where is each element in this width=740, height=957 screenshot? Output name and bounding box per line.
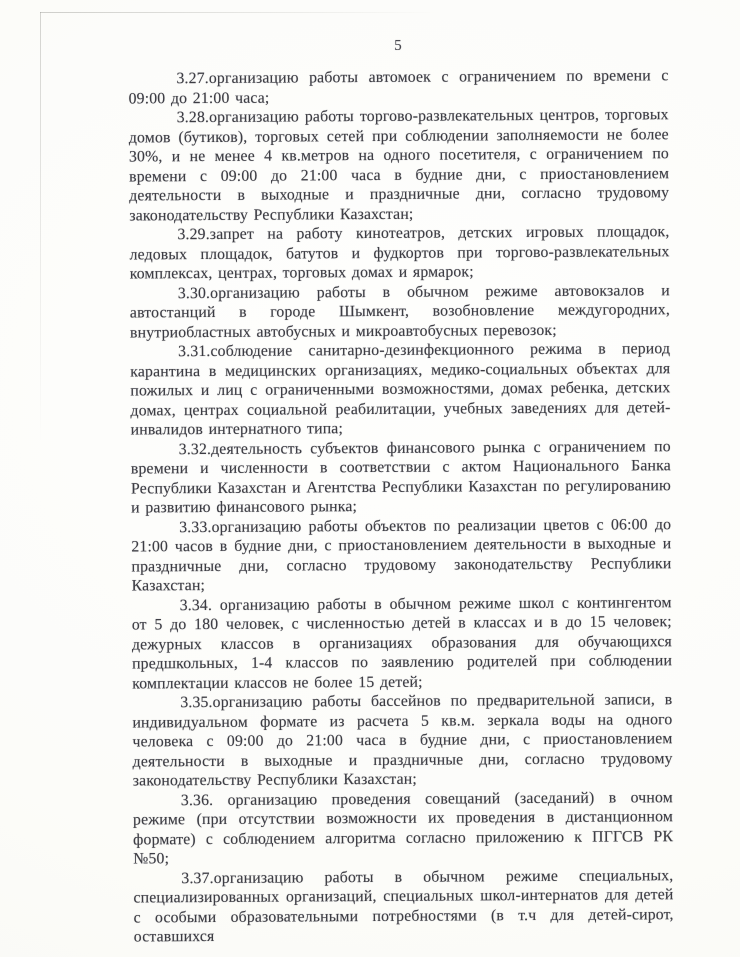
page-number: 5 [394, 37, 403, 54]
paragraph: 3.35.организацию работы бассейнов по предварительной записи, в индивидуальном формате из расчета 5 кв.м. зеркала воды на одного человека с 09:00 до 21:00 часа в будние дни, с приостановлением деятельности в выходные и праздничные дни, согласно трудовому законодательству Республики Казахстан; [132, 691, 673, 790]
paragraph: 3.33.организацию работы объектов по реализации цветов с 06:00 до 21:00 часов в будние дни, с приостановлением деятельности в выходные и праздничные дни, согласно трудовому законодательству Республики Казахстан; [131, 515, 672, 595]
paragraph: 3.27.организацию работы автомоек с ограничением по времени с 09:00 до 21:00 часа; [128, 67, 669, 107]
paper-edge-top [40, 12, 440, 13]
paragraph: 3.30.организацию работы в обычном режиме автовокзалов и автостанций в городе Шымкент, возобновление междугородних, внутриобластных автобусных и микроавтобусных перевозок; [129, 281, 670, 341]
paragraph: 3.31.соблюдение санитарно-дезинфекционного режима в период карантина в медицинских организациях, медико-социальных объектах для пожилых и лиц с ограниченными возможностями, домах ребенка, детских домах, центрах социальной реабилитации, учебных заведениях для детей-инвалидов интернатного типа; [130, 340, 671, 439]
paragraph: 3.29.запрет на работу кинотеатров, детских игровых площадок, ледовых площадок, батутов и фудкортов при торгово-развлекательных комплексах, центрах, торговых домах и ярмарок; [129, 223, 670, 283]
paragraph: 3.34. организацию работы в обычном режиме школ с контингентом от 5 до 180 человек, с численностью детей в классах и в до 15 человек; дежурных классов в организациях образования для обучающихся предшкольных, 1-4 классов по заявлению родителей при соблюдении комплектации классов не более 15 детей; [131, 593, 673, 692]
paragraph: 3.28.организацию работы торгово-развлекательных центров, торговых домов (бутиков), торговых сетей при соблюдении заполняемости не более 30%, и не менее 4 кв.метров на одного посетителя, с ограничением по времени с 09:00 до 21:00 часа в будние дни, с приостановлением деятельности в выходные и праздничные дни, согласно трудовому законодательству Республики Казахстан; [128, 106, 670, 224]
paragraph: 3.36. организацию проведения совещаний (заседаний) в очном режиме (при отсутствии возможности их проведения в дистанционном формате) с соблюдением алгоритма согласно приложению к ПГГСВ РК №50; [132, 788, 674, 868]
document-body [128, 66, 673, 947]
paper-edge-left [40, 12, 41, 442]
paragraph: 3.32.деятельность субъектов финансового рынка с ограничением по времени и численности в соответствии с актом Национального Банка Республики Казахстан и Агентства Республики Казахстан по регулированию и развитию финансового рынка; [130, 437, 672, 517]
paragraph: 3.37.организацию работы в обычном режиме специальных, специализированных организаций, специальных школ-интернатов для детей с особыми образовательными потребностями (в т.ч для детей-сирот, оставшихся [133, 866, 674, 946]
